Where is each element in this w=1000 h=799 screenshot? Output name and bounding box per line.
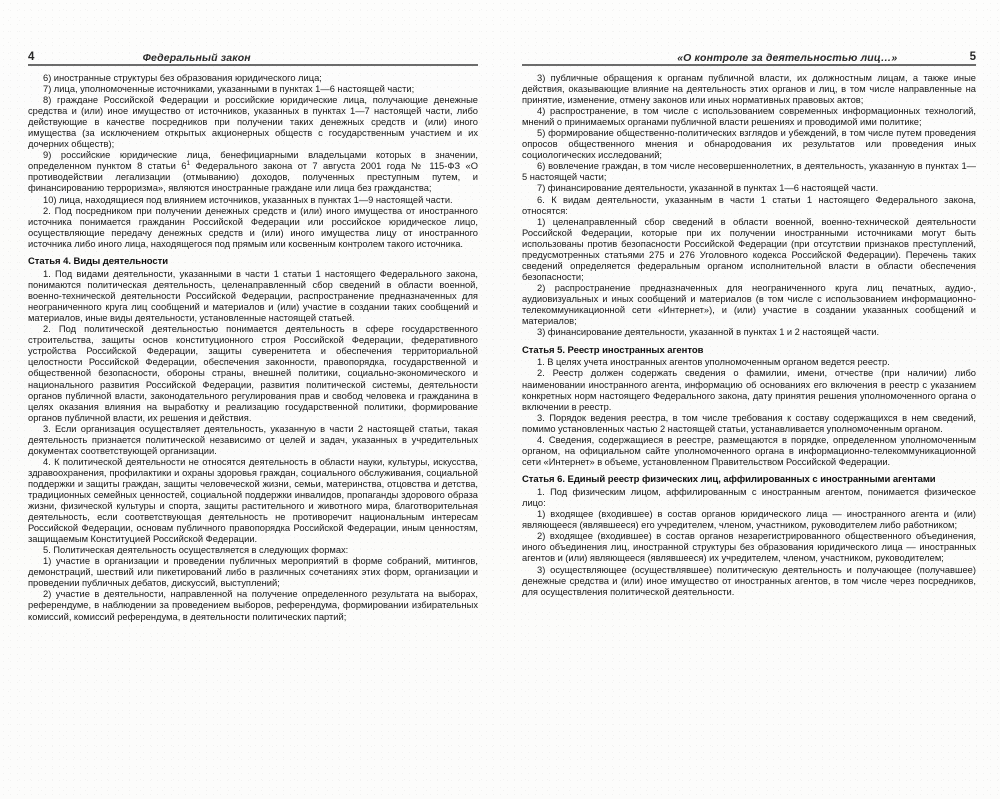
left-page-body (28, 73, 478, 623)
paragraph: 9) российские юридические лица, бенефициарными владельцами которых в значении, определенном пунктом 8 статьи 6$^1$ Федерального закона от 7 августа 2001 года № 115-ФЗ «О противодействии легализации (отмыванию) доходов, полученных преступным путем, и финансированию терроризма», являются иностранные граждане или лица без гражданства; (28, 150, 478, 194)
article-5-heading: Статья 5. Реестр иностранных агентов (522, 344, 704, 356)
paragraph: 3. Если организация осуществляет деятельность, указанную в части 2 настоящей статьи, такая деятельность признается политической независимо от целей и задач, указанных в учредительных документах соответствующей организации. (28, 423, 478, 456)
paragraph: 3. Порядок ведения реестра, в том числе требования к составу содержащихся в нем сведений, помимо установленных частью 2 настоящей статьи, устанавливается уполномоченным органом. (522, 412, 976, 434)
paragraph: 2. Реестр должен содержать сведения о фамилии, имени, отчестве (при наличии) либо наименовании иностранного агента, информацию об основаниях его включения в реестр с указанием конкретных норм настоящего Федерального закона, дату принятия решения уполномоченного органа о включении в реестр. (522, 368, 976, 412)
paragraph: 3) финансирование деятельности, указанной в пунктах 1 и 2 настоящей части. (537, 327, 880, 338)
paragraph: 4) распространение, в том числе с использованием современных информационных технологий, мнений о принимаемых органами публичной власти решениях и проводимой ими политике; (522, 106, 976, 128)
right-running-head-title: «О контроле за деятельностью лиц…» (677, 51, 898, 64)
paragraph: 6) иностранные структуры без образования юридического лица; (43, 73, 322, 83)
paragraph: 7) лица, уполномоченные источниками, указанными в пунктах 1—6 настоящей части; (43, 84, 415, 95)
paragraph: 3) осуществляющее (осуществлявшее) политическую деятельность и получающее (получавшее) денежные средства и (или) иное имущество от иностранных агентов, в том числе через посредников, для осуществления политической деятельности. (522, 564, 976, 597)
paragraph: 1) входящее (входившее) в состав органов юридического лица — иностранного агента и (или) являющееся (являвшееся) его учредителем, членом, участником, руководителем либо работником; (522, 509, 976, 531)
paragraph: 1) участие в организации и проведении публичных мероприятий в форме собраний, митингов, демонстраций, шествий или пикетирований либо в различных сочетаниях этих форм, организации и проведении публичных дебатов, дискуссий, выступлений; (28, 556, 478, 589)
left-running-head (28, 44, 478, 66)
paragraph: 1. В целях учета иностранных агентов уполномоченным органом ведется реестр. (537, 357, 890, 368)
left-running-head-title: Федеральный закон (142, 51, 251, 64)
footnote-marker: 1 (186, 160, 191, 168)
paragraph: 4. Сведения, содержащиеся в реестре, размещаются в порядке, определенном уполномоченным органом, на официальном сайте уполномоченного органа в информационно-телекоммуникационной сети «Интернет» в объеме, установленном Правительством Российской Федерации. (522, 434, 976, 467)
paragraph: 7) финансирование деятельности, указанной в пунктах 1—6 настоящей части. (537, 183, 879, 194)
paragraph: 1. Под видами деятельности, указанными в части 1 статьи 1 настоящего Федерального закона, понимаются политическая деятельность, целенаправленный сбор сведений в области военной, военно-технической деятельности Российской Федерации, распространение предназначенных для неограниченного круга лиц сообщений и материалов и (или) участие в создании таких сообщений и материалов, иные виды деятельности, установленные настоящей статьей. (28, 269, 478, 324)
paragraph: 2) входящее (входившее) в состав органов незарегистрированного общественного объединения, иного объединения лиц, иностранной структуры без образования юридического лица — иностранных агентов и (или) являющееся (являвшееся) их учредителем, членом, участником, руководителем; (522, 531, 976, 564)
paragraph: 6. К видам деятельности, указанным в части 1 статьи 1 настоящего Федерального закона, относятся: (522, 194, 976, 216)
paragraph: 2. Под политической деятельностью понимается деятельность в сфере государственного строительства, защиты основ конституционного строя Российской Федерации, федеративного устройства Российской Федерации, защиты суверенитета и обеспечения территориальной целостности Российской Федерации, обеспечения законности, правопорядка, государственной и общественной безопасности, обороны страны, внешней политики, социально-экономического и национального развития Российской Федерации, развития политической системы, деятельности органов публичной власти, законодательного регулирования прав и свобод человека и гражданина в целях оказания влияния на выработку и реализацию государственной политики, формирование органов публичной власти, их решения и действия. (28, 324, 478, 423)
article-4-heading: Статья 4. Виды деятельности (28, 256, 169, 268)
paragraph: 5. Политическая деятельность осуществляется в следующих формах: (43, 545, 349, 556)
paragraph: 2) распространение предназначенных для неограниченного круга лиц печатных, аудио-, аудиовизуальных и иных сообщений и материалов (в том числе с использованием информационно-телекоммуникационной сети «Интернет»), и (или) участие в создании указанных сообщений и материалов; (522, 282, 976, 327)
paragraph: 1) целенаправленный сбор сведений в области военной, военно-технической деятельности Российской Федерации, которые при их получении иностранными источниками могут быть использованы против безопасности Российской Федерации (при отсутствии признаков преступлений, предусмотренных статьями 275 и 276 Уголовного кодекса Российской Федерации). Перечень таких сведений определяется федеральным органом исполнительной власти в области обеспечения безопасности; (522, 216, 976, 282)
paragraph: 1. Под физическим лицом, аффилированным с иностранным агентом, понимается физическое лицо: (522, 487, 976, 509)
article-6-heading: Статья 6. Единый реестр физических лиц, аффилированных с иностранными агентами (522, 474, 936, 486)
paragraph: 2. Под посредником при получении денежных средств и (или) иного имущества от иностранного источника понимается гражданин Российской Федерации или российское юридическое лицо, осуществляющие передачу денежных средств и (или) иного имущества лицу от иностранного источника либо иного лица, находящегося под прямым или косвенным контролем такого источника. (28, 205, 478, 249)
right-page-number: 5 (969, 50, 976, 63)
paragraph: 10) лица, находящиеся под влиянием источников, указанных в пунктах 1—9 настоящей части. (43, 194, 453, 205)
paragraph: 8) граждане Российской Федерации и российские юридические лица, получающие денежные средства и (или) иное имущество от источников, указанных в пунктах 1—7 настоящей части, либо действующие в качестве посредников при получении таких денежных средств и (или) иного имущества (за исключением открытых акционерных обществ с государственным участием и их дочерних обществ); (28, 95, 478, 150)
paragraph: 5) формирование общественно-политических взглядов и убеждений, в том числе путем проведения опросов общественного мнения и обнародования их результатов или проведения иных социологических исследований; (522, 128, 976, 161)
paragraph: 4. К политической деятельности не относятся деятельность в области науки, культуры, искусства, здравоохранения, профилактики и охраны здоровья граждан, социального обслуживания, социальной поддержки и защиты граждан, защиты человеческой жизни, семьи, материнства, отцовства и детства, традиционных семейных ценностей, социальной поддержки инвалидов, пропаганды здорового образа жизни, физической культуры и спорта, защиты растительного и животного мира, благотворительная деятельность, если соответствующая деятельность не противоречит национальным интересам Российской Федерации, основам публичного правопорядка Российской Федерации, иным ценностям, защищаемым Конституцией Российской Федерации. (28, 456, 478, 545)
right-page-body (522, 73, 976, 598)
paragraph: 3) публичные обращения к органам публичной власти, их должностным лицам, а также иные действия, оказывающие влияние на деятельность этих органов и лиц, в том числе направленные на принятие, изменение, отмену законов или иных нормативных правовых актов; (522, 73, 976, 106)
paragraph: 6) вовлечение граждан, в том числе несовершеннолетних, в деятельность, указанную в пунктах 1—5 настоящей части; (522, 161, 976, 183)
right-page (500, 0, 1000, 799)
left-page-number: 4 (28, 50, 35, 63)
right-running-head (522, 44, 976, 66)
paragraph: 2) участие в деятельности, направленной на получение определенного результата на выборах, референдуме, в наблюдении за проведением выборов, референдума, формировании избирательных комиссий, комиссий референдума, в деятельности политических партий; (28, 589, 478, 622)
